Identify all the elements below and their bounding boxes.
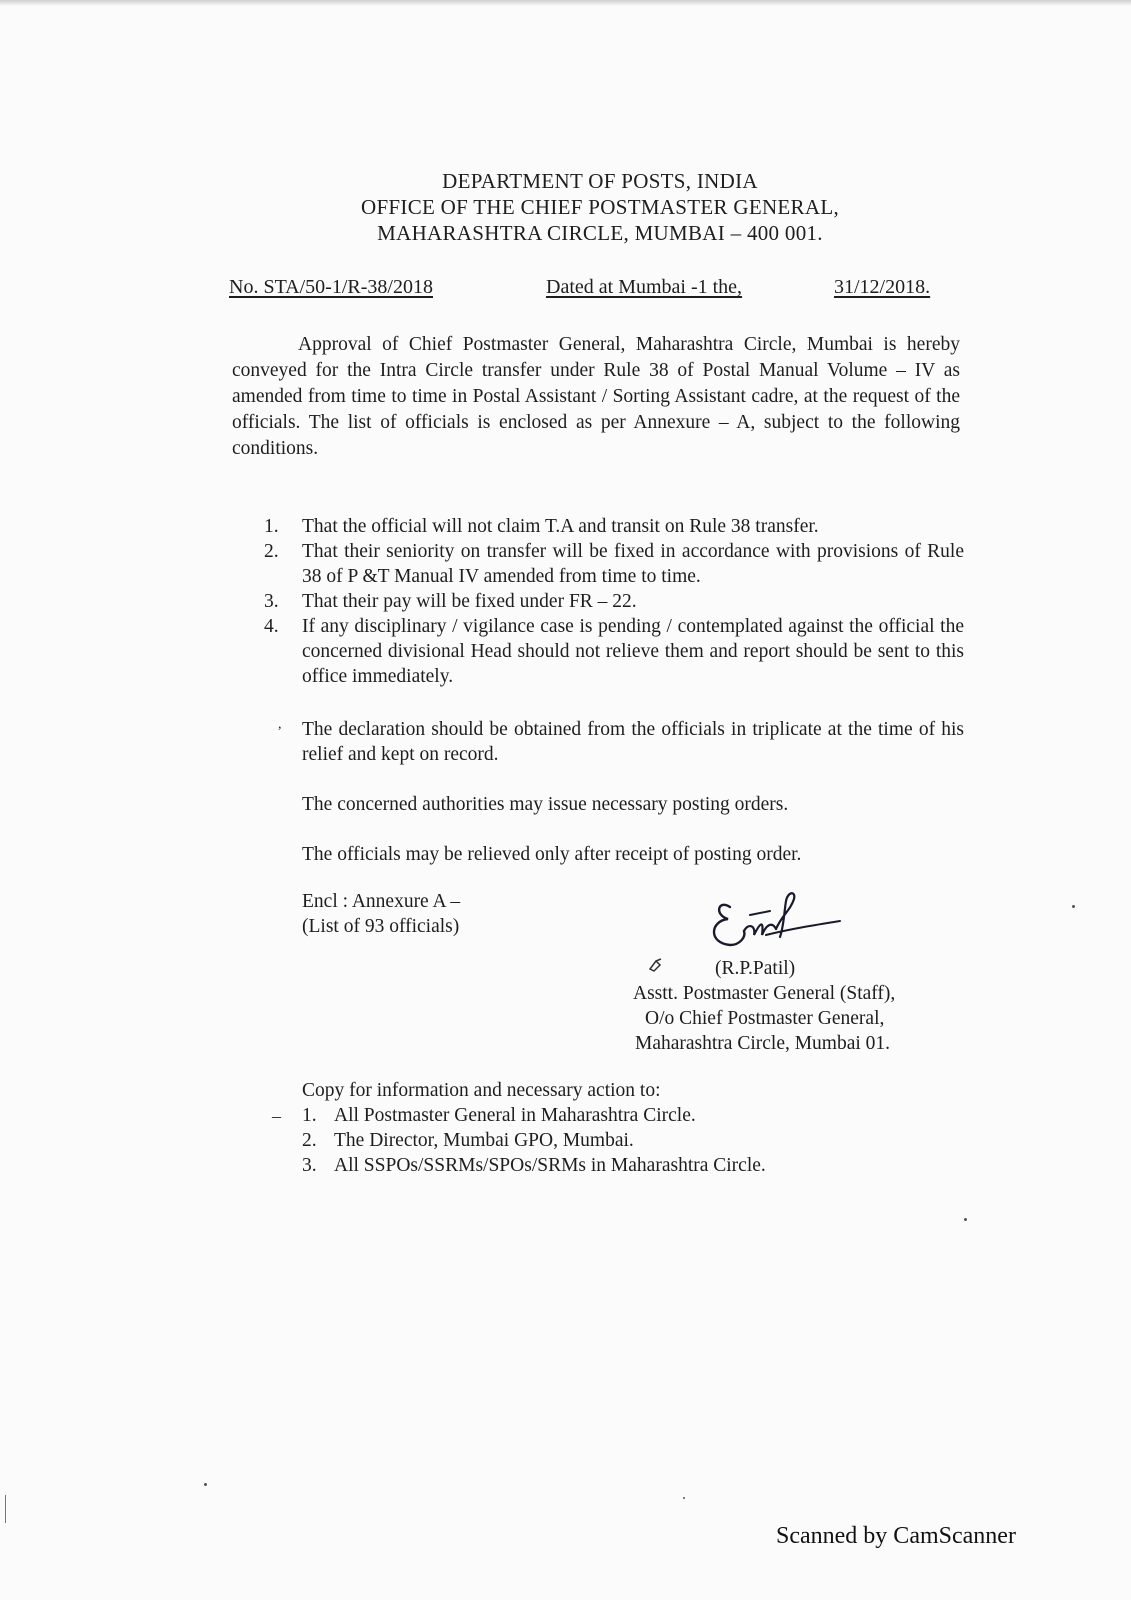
- signatory-circle: Maharashtra Circle, Mumbai 01.: [635, 1033, 891, 1054]
- signatory-block: [633, 956, 895, 1056]
- copy-to-item: [302, 1103, 766, 1128]
- copy-to-number: 1.: [302, 1105, 317, 1126]
- signatory-name: (R.P.Patil): [715, 958, 796, 979]
- copy-to-list: [302, 1103, 766, 1178]
- letterhead-office: OFFICE OF THE CHIEF POSTMASTER GENERAL,: [360, 195, 840, 219]
- scan-speck: [1072, 905, 1075, 908]
- copy-to-number: 2.: [302, 1130, 317, 1151]
- scan-speck: [964, 1218, 967, 1221]
- condition-text: If any disciplinary / vigilance case is pending / contemplated against the official the concerned divisional Head should not relieve them and report should be sent to this office immediately.: [302, 616, 964, 687]
- condition-number: 1.: [264, 516, 279, 537]
- scan-speck: [204, 1483, 207, 1486]
- copy-to-heading: Copy for information and necessary action to:: [302, 1080, 661, 1101]
- condition-text: That the official will not claim T.A and transit on Rule 38 transfer.: [302, 516, 819, 537]
- condition-number: 2.: [264, 541, 279, 562]
- copy-to-text: All Postmaster General in Maharashtra Circle.: [334, 1105, 696, 1126]
- condition-item: [264, 539, 964, 589]
- letterhead: [250, 168, 950, 246]
- enclosure: [302, 889, 460, 939]
- reference-date: 31/12/2018.: [834, 276, 931, 298]
- condition-item: [264, 514, 964, 539]
- declaration-paragraph: The declaration should be obtained from the officials in triplicate at the time of his relief and kept on record.: [302, 719, 964, 765]
- condition-text: That their seniority on transfer will be fixed in accordance with provisions of Rule 38 of P &T Manual IV amended from time to time.: [302, 541, 964, 587]
- enclosure-title: Encl : Annexure A –: [302, 891, 461, 912]
- signatory-designation: Asstt. Postmaster General (Staff),: [633, 983, 896, 1004]
- relieved-paragraph: The officials may be relieved only after receipt of posting order.: [302, 844, 802, 865]
- copy-to-text: The Director, Mumbai GPO, Mumbai.: [334, 1130, 634, 1151]
- scan-margin-line: [5, 1495, 6, 1523]
- condition-item: [264, 589, 964, 614]
- copy-to-item: [302, 1128, 766, 1153]
- letterhead-department: DEPARTMENT OF POSTS, INDIA: [442, 169, 758, 193]
- condition-text: That their pay will be fixed under FR – 22.: [302, 591, 637, 612]
- condition-item: [264, 614, 964, 689]
- letterhead-circle: MAHARASHTRA CIRCLE, MUMBAI – 400 001.: [377, 221, 823, 245]
- handwritten-signature: [700, 885, 850, 955]
- scan-speck: [683, 1497, 685, 1499]
- enclosure-count: (List of 93 officials): [302, 916, 460, 937]
- signatory-office: O/o Chief Postmaster General,: [645, 1008, 885, 1029]
- ink-arrow-mark: –: [272, 1106, 281, 1126]
- copy-to-text: All SSPOs/SSRMs/SPOs/SRMs in Maharashtra Circle.: [334, 1155, 766, 1176]
- intro-paragraph: Approval of Chief Postmaster General, Maharashtra Circle, Mumbai is hereby conveyed for the Intra Circle transfer under Rule 38 of Postal Manual Volume – IV as amended from time to time in Postal Assistant / Sorting Assistant cadre, at the request of the officials. The list of officials is enclosed as per Annexure – A, subject to the following conditions.: [232, 334, 960, 459]
- reference-dated-label: Dated at Mumbai -1 the,: [546, 276, 743, 298]
- scanner-watermark: Scanned by CamScanner: [776, 1523, 1016, 1549]
- condition-number: 3.: [264, 591, 279, 612]
- condition-number: 4.: [264, 616, 279, 637]
- reference-number: No. STA/50-1/R-38/2018: [229, 276, 433, 298]
- copy-to-number: 3.: [302, 1155, 317, 1176]
- authorities-paragraph: The concerned authorities may issue necessary posting orders.: [302, 794, 789, 815]
- conditions-list: [264, 514, 964, 689]
- copy-to-item: [302, 1153, 766, 1178]
- ink-mark: ,: [278, 717, 282, 732]
- scan-top-edge: [0, 0, 1131, 6]
- copy-to-section: [302, 1078, 766, 1178]
